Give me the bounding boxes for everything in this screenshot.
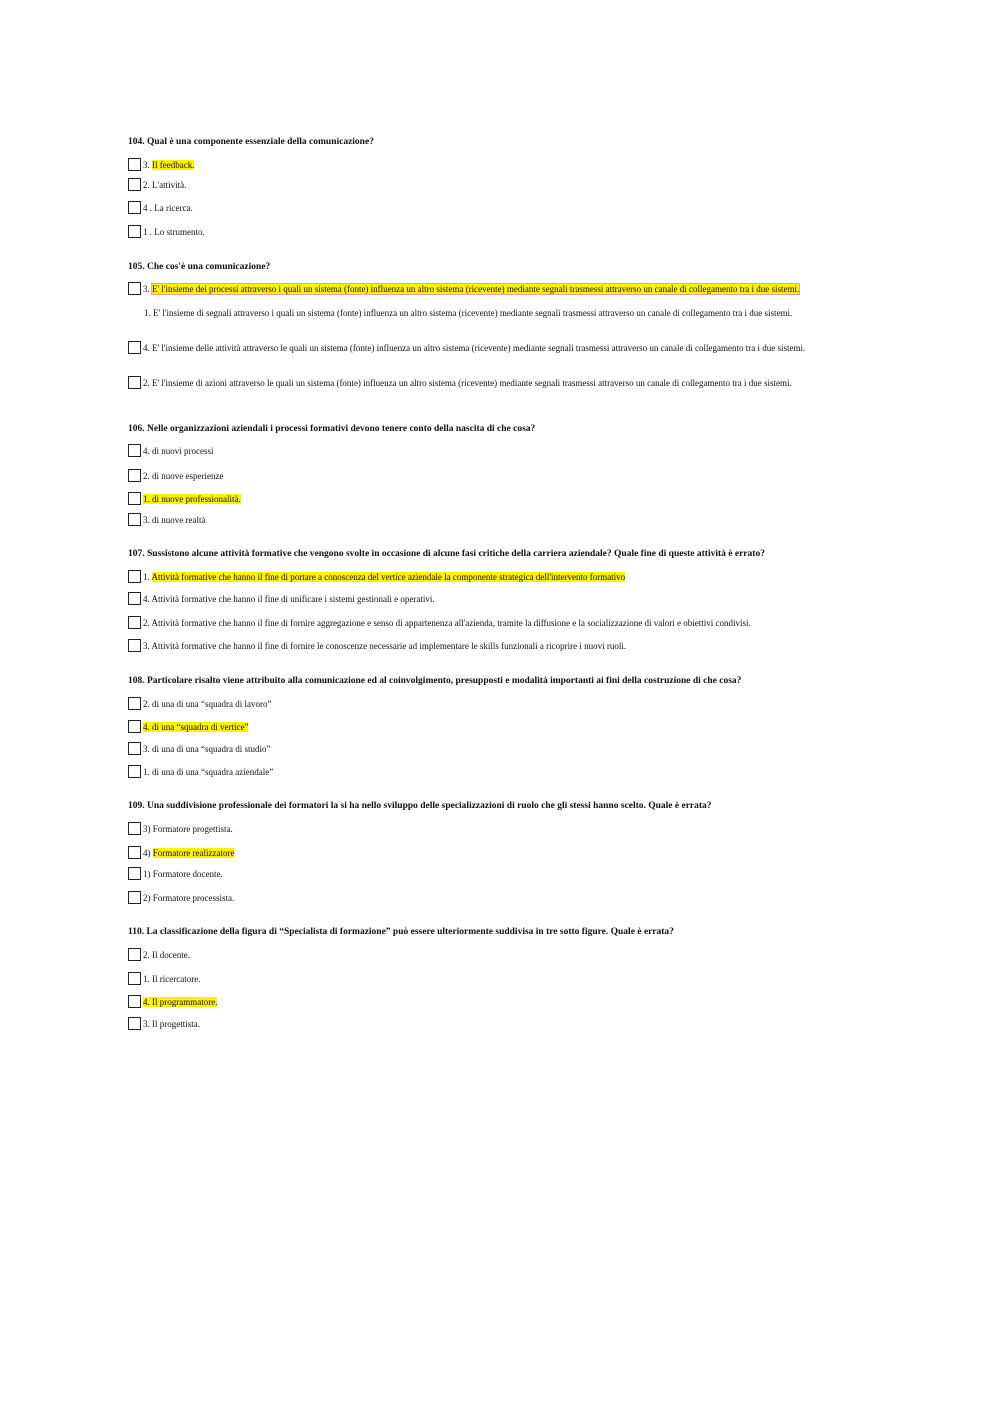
question-title: 110. La classificazione della figura di “Specialista di formazione” può essere ulteriormente suddivisa in tre sotto figure. Quale è errata? [128,927,674,937]
checkbox[interactable] [128,444,141,457]
checkbox[interactable] [128,867,141,880]
checkbox[interactable] [128,225,141,238]
highlighted-answer: 1. di nuove professionalità. [143,494,241,504]
answer-option [128,469,223,483]
checkbox[interactable] [128,570,141,583]
checkbox[interactable] [128,822,141,835]
question-title: 106. Nelle organizzazioni aziendali i processi formativi devono tenere conto della nascita di che cosa? [128,424,536,434]
answer-option [128,972,200,986]
option-text: 2. L'attività. [143,180,187,190]
checkbox[interactable] [128,720,141,733]
option-text: 2) Formatore processista. [143,893,235,903]
checkbox[interactable] [128,765,141,778]
question-title: 105. Che cos'è una comunicazione? [128,262,271,272]
checkbox[interactable] [128,341,141,354]
checkbox[interactable] [128,158,141,171]
checkbox[interactable] [128,282,141,295]
option-text: 1 . Lo strumento. [143,227,205,237]
option-text: 1. Il ricercatore. [143,974,201,984]
option-text: 1) Formatore docente. [143,869,223,879]
highlighted-answer: Attività formative che hanno il fine di portare a conoscenza del vertice aziendale la componente strategica dell'intervento formativo [151,572,626,582]
answer-option [128,720,248,734]
checkbox[interactable] [128,592,141,605]
answer-option [128,616,751,630]
checkbox[interactable] [128,639,141,652]
answer-option [128,158,194,172]
answer-option [128,570,625,584]
question-title: 107. Sussistono alcune attività formative che vengono svolte in occasione di alcune fasi critiche della carriera aziendale? Quale fine di queste attività è errato? [128,549,765,559]
answer-option [128,444,214,458]
question-title: 108. Particolare risalto viene attribuito alla comunicazione ed al coinvolgimento, presupposti e modalità importanti ai fini della costruzione di che cosa? [128,676,742,686]
checkbox[interactable] [128,201,141,214]
option-text: 1. E' l'insieme di segnali attraverso i quali un sistema (fonte) influenza un altro sistema (ricevente) mediante segnali trasmessi attraverso un canale di collegamento tra i due sistemi. [144,308,793,318]
checkbox[interactable] [128,742,141,755]
checkbox[interactable] [128,469,141,482]
answer-option [128,867,223,881]
highlighted-answer: E' l'insieme dei processi attraverso i quali un sistema (fonte) influenza un altro sistema (ricevente) mediante segnali trasmessi attraverso un canale di collegamento tra i due sistemi. [152,284,800,294]
option-text: 2. Il docente. [143,950,190,960]
option-text: 3. Il progettista. [143,1019,200,1029]
option-text: 4. Attività formative che hanno il fine di unificare i sistemi gestionali e operativi. [143,594,435,604]
answer-option [128,995,217,1009]
option-text: 3. di nuove realtà [143,515,206,525]
answer-option [128,376,862,390]
answer-option [128,307,862,320]
option-text: 1. di una di una “squadra aziendale” [143,767,274,777]
answer-option [128,742,270,756]
answer-option [128,492,241,506]
answer-option [128,178,186,192]
answer-option [128,225,205,239]
answer-option [128,282,862,296]
option-text: 2. di nuove esperienze [143,471,224,481]
checkbox[interactable] [128,376,141,389]
checkbox[interactable] [128,995,141,1008]
option-number: 3. [143,160,152,170]
highlighted-answer: 4. Il programmatore. [143,997,218,1007]
option-text: 2. E' l'insieme di azioni attraverso le quali un sistema (fonte) influenza un altro sistema (ricevente) mediante segnali trasmessi attraverso un canale di collegamento tra i due sistemi. [143,378,792,388]
answer-option [128,639,626,653]
option-text: 2. di una di una “squadra di lavoro” [143,699,272,709]
highlighted-answer: 4. di una “squadra di vertice” [143,722,249,732]
checkbox[interactable] [128,891,141,904]
checkbox[interactable] [128,1017,141,1030]
highlighted-answer: Il feedback. [152,160,195,170]
option-text: 3. Attività formative che hanno il fine di fornire le conoscenze necessarie ad implementare le skills funzionali a ricoprire i nuovi ruoli. [143,641,627,651]
answer-option [128,592,435,606]
answer-option [128,1017,200,1031]
option-text: 4. E' l'insieme delle attività attraverso le quali un sistema (fonte) influenza un altro sistema (ricevente) mediante segnali trasmessi attraverso un canale di collegamento tra i due sistemi. [143,343,806,353]
checkbox[interactable] [128,616,141,629]
answer-option [128,765,273,779]
option-number: 4) [143,848,153,858]
answer-option [128,697,271,711]
answer-option [128,822,233,836]
option-text: 2. Attività formative che hanno il fine di fornire aggregazione e senso di appartenenza all'azienda, tramite la diffusione e la socializzazione di valori e obiettivi condivisi. [143,618,751,628]
option-text: 3) Formatore progettista. [143,824,233,834]
answer-option [128,846,234,860]
highlighted-answer: Formatore realizzatore [152,848,235,858]
checkbox[interactable] [128,948,141,961]
option-number: 1. [143,572,152,582]
question-title: 109. Una suddivisione professionale dei formatori la si ha nello sviluppo delle specializzazioni di ruolo che gli stessi hanno scelto. Quale è errata? [128,801,712,811]
checkbox[interactable] [128,513,141,526]
question-title: 104. Qual è una componente essenziale della comunicazione? [128,137,374,147]
answer-option [128,201,193,215]
answer-option [128,513,205,527]
option-text: 4. di nuovi processi [143,446,214,456]
checkbox[interactable] [128,846,141,859]
checkbox[interactable] [128,697,141,710]
answer-option [128,341,862,355]
checkbox[interactable] [128,492,141,505]
option-number: 3. [143,284,152,294]
option-text: 3. di una di una “squadra di studio” [143,744,271,754]
answer-option [128,948,190,962]
checkbox[interactable] [128,972,141,985]
option-text: 4 . La ricerca. [143,203,193,213]
checkbox[interactable] [128,178,141,191]
answer-option [128,891,234,905]
